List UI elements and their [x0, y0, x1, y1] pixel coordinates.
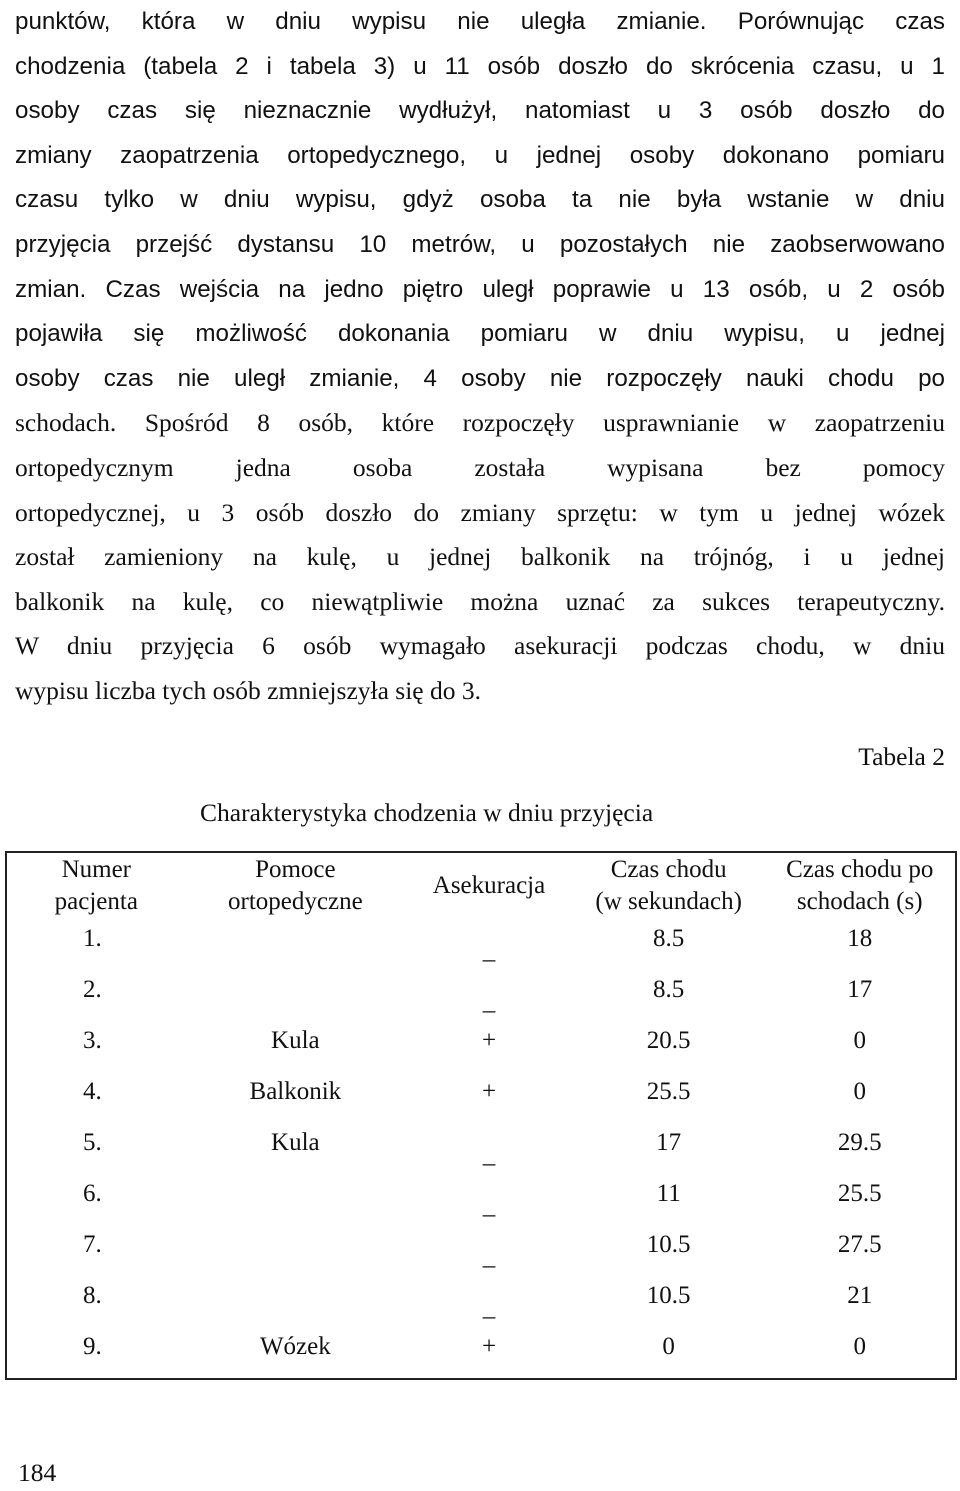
table-label: Tabela 2: [858, 742, 945, 771]
cell-assist: _: [482, 988, 496, 1015]
cell-assist: +: [481, 1078, 497, 1105]
cell-aid: [186, 1276, 406, 1327]
paragraph-line: czasu tylko w dniu wypisu, gdyż osoba ta nie była wstanie w dniu: [15, 186, 945, 214]
table-row: [6, 1123, 956, 1174]
header-walk-time: Czas chodu (w sekundach): [573, 852, 765, 919]
cell-number: 7.: [6, 1225, 186, 1276]
cell-aid: Kula: [271, 1027, 320, 1054]
paragraph-line: osoby czas nie uległ zmianie, 4 osoby nie rozpoczęły nauki chodu po: [15, 364, 945, 392]
table-row: [6, 1327, 956, 1379]
page-number: 184: [18, 1458, 57, 1487]
cell-aid: Balkonik: [249, 1078, 342, 1105]
cell-number: 2.: [6, 970, 186, 1021]
cell-walk-time: 10.5: [646, 1282, 691, 1309]
walking-table: [5, 851, 957, 1380]
cell-walk-time: 0: [573, 1327, 765, 1379]
cell-walk-time: 17: [656, 1129, 682, 1156]
table-row: [6, 1276, 956, 1327]
paragraph-line: chodzenia (tabela 2 i tabela 3) u 11 osób doszło do skrócenia czasu, u 1: [15, 52, 945, 80]
cell-number: 9.: [6, 1327, 186, 1379]
cell-stairs-time: 29.5: [764, 1123, 956, 1174]
paragraph-line: balkonik na kulę, co niewątpliwie można uznać za sukces terapeutyczny.: [15, 586, 945, 616]
paragraph-line: ortopedycznym jedna osoba została wypisana bez pomocy: [15, 452, 945, 482]
table-row: [6, 1225, 956, 1276]
table-title: Charakterystyka chodzenia w dniu przyjęcia: [200, 798, 654, 827]
table-row: [6, 970, 956, 1021]
cell-assist: +: [405, 1327, 573, 1379]
cell-stairs-time: 0: [764, 1021, 956, 1072]
cell-number: 1.: [6, 919, 186, 970]
cell-aid: [186, 970, 406, 1021]
cell-aid: [186, 919, 406, 970]
header-stairs-time: Czas chodu po schodach (s): [764, 852, 956, 919]
cell-aid: Kula: [271, 1129, 320, 1156]
cell-stairs-time: 0: [764, 1327, 956, 1379]
table-header-row: [6, 852, 956, 919]
cell-assist: _: [482, 1243, 496, 1270]
cell-assist: +: [481, 1027, 497, 1054]
header-orthopedic-aids: Pomoce ortopedyczne: [186, 852, 406, 919]
cell-stairs-time: 18: [764, 919, 956, 970]
table-row: [6, 1072, 956, 1123]
cell-assist: _: [482, 1294, 496, 1321]
cell-aid: [186, 1225, 406, 1276]
table-row: [6, 1174, 956, 1225]
cell-stairs-time: 17: [764, 970, 956, 1021]
header-assistance: Asekuracja: [405, 852, 573, 919]
paragraph-line: pojawiła się możliwość dokonania pomiaru w dniu wypisu, u jednej: [15, 320, 945, 348]
paragraph-line: W dniu przyjęcia 6 osób wymagało asekuracji podczas chodu, w dniu: [15, 631, 945, 661]
paragraph-line: wypisu liczba tych osób zmniejszyła się do 3.: [15, 675, 481, 705]
header-patient-number: Numer pacjenta: [6, 852, 186, 919]
table-row: [6, 1021, 956, 1072]
paragraph-line: został zamieniony na kulę, u jednej balkonik na trójnóg, i u jednej: [15, 542, 945, 572]
cell-assist: _: [482, 937, 496, 964]
paragraph-line: zmiany zaopatrzenia ortopedycznego, u jednej osoby dokonano pomiaru: [15, 141, 945, 169]
cell-walk-time: 8.5: [653, 976, 685, 1003]
cell-stairs-time: 0: [764, 1072, 956, 1123]
paragraph-line: przyjęcia przejść dystansu 10 metrów, u pozostałych nie zaobserwowano: [15, 230, 945, 258]
cell-number: 6.: [6, 1174, 186, 1225]
cell-stairs-time: 25.5: [764, 1174, 956, 1225]
paragraph-line: ortopedycznej, u 3 osób doszło do zmiany sprzętu: w tym u jednej wózek: [15, 497, 945, 527]
paragraph-line: schodach. Spośród 8 osób, które rozpoczęły usprawnianie w zaopatrzeniu: [15, 408, 945, 438]
cell-number: 8.: [6, 1276, 186, 1327]
paragraph-line: punktów, która w dniu wypisu nie uległa zmianie. Porównując czas: [15, 8, 945, 35]
cell-assist: _: [482, 1141, 496, 1168]
cell-stairs-time: 21: [764, 1276, 956, 1327]
cell-assist: _: [482, 1192, 496, 1219]
table-row: [6, 919, 956, 970]
cell-aid: [186, 1174, 406, 1225]
cell-stairs-time: 27.5: [764, 1225, 956, 1276]
cell-aid: Wózek: [186, 1327, 406, 1379]
body-paragraph: [15, 0, 945, 714]
cell-walk-time: 11: [656, 1180, 681, 1207]
cell-walk-time: 10.5: [646, 1231, 691, 1258]
paragraph-line: osoby czas się nieznacznie wydłużył, natomiast u 3 osób doszło do: [15, 97, 945, 125]
cell-walk-time: 8.5: [653, 925, 685, 952]
cell-walk-time: 20.5: [646, 1027, 691, 1054]
cell-number: 4.: [6, 1072, 186, 1123]
cell-number: 5.: [6, 1123, 186, 1174]
cell-walk-time: 25.5: [646, 1078, 691, 1105]
cell-number: 3.: [6, 1021, 186, 1072]
paragraph-line: zmian. Czas wejścia na jedno piętro uległ poprawie u 13 osób, u 2 osób: [15, 275, 945, 303]
